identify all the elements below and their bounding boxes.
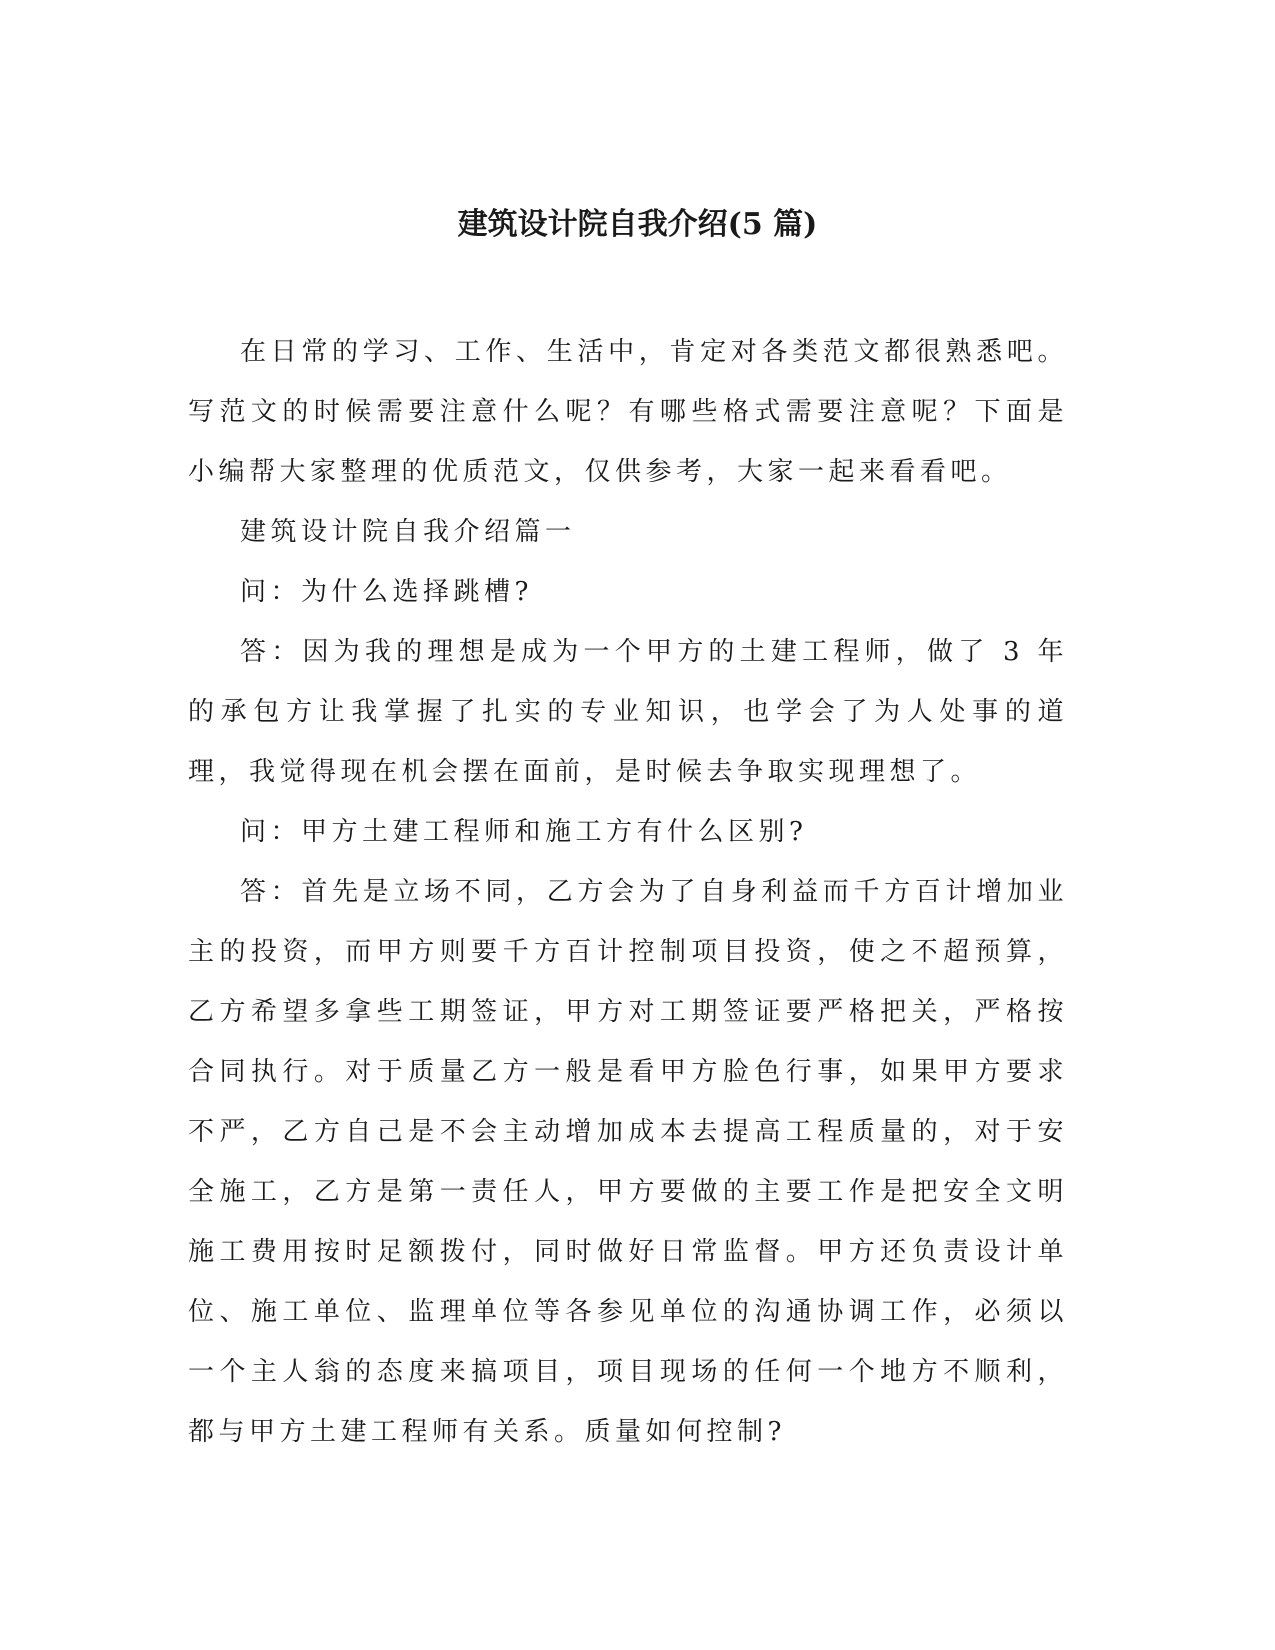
answer-paragraph: 答：因为我的理想是成为一个甲方的土建工程师，做了 3 年的承包方让我掌握了扎实的专业知识，也学会了为人处事的道理，我觉得现在机会摆在面前，是时候去争取实现理想了。 [188,637,1068,787]
section-heading: 建筑设计院自我介绍篇一 [240,517,576,547]
question-paragraph: 问：为什么选择跳槽? [240,577,533,607]
answer-paragraph: 答：首先是立场不同，乙方会为了自身利益而千方百计增加业主的投资，而甲方则要千方百计控制项目投资，使之不超预算，乙方希望多拿些工期签证，甲方对工期签证要严格把关，严格按合同执行。对于质量乙方一般是看甲方脸色行事，如果甲方要求不严，乙方自己是不会主动增加成本去提高工程质量的，对于安全施工，乙方是第一责任人，甲方要做的主要工作是把安全文明施工费用按时足额拨付，同时做好日常监督。甲方还负责设计单位、施工单位、监理单位等各参见单位的沟通协调工作，必须以一个主人翁的态度来搞项目，项目现场的任何一个地方不顺利，都与甲方土建工程师有关系。质量如何控制? [188,877,1068,1447]
document-title: 建筑设计院自我介绍(5 篇) [457,207,818,242]
question-paragraph: 问：甲方土建工程师和施工方有什么区别? [240,817,808,847]
document-body [188,322,1068,1462]
intro-paragraph: 在日常的学习、工作、生活中，肯定对各类范文都很熟悉吧。写范文的时候需要注意什么呢？有哪些格式需要注意呢？下面是小编帮大家整理的优质范文，仅供参考，大家一起来看看吧。 [188,337,1068,487]
